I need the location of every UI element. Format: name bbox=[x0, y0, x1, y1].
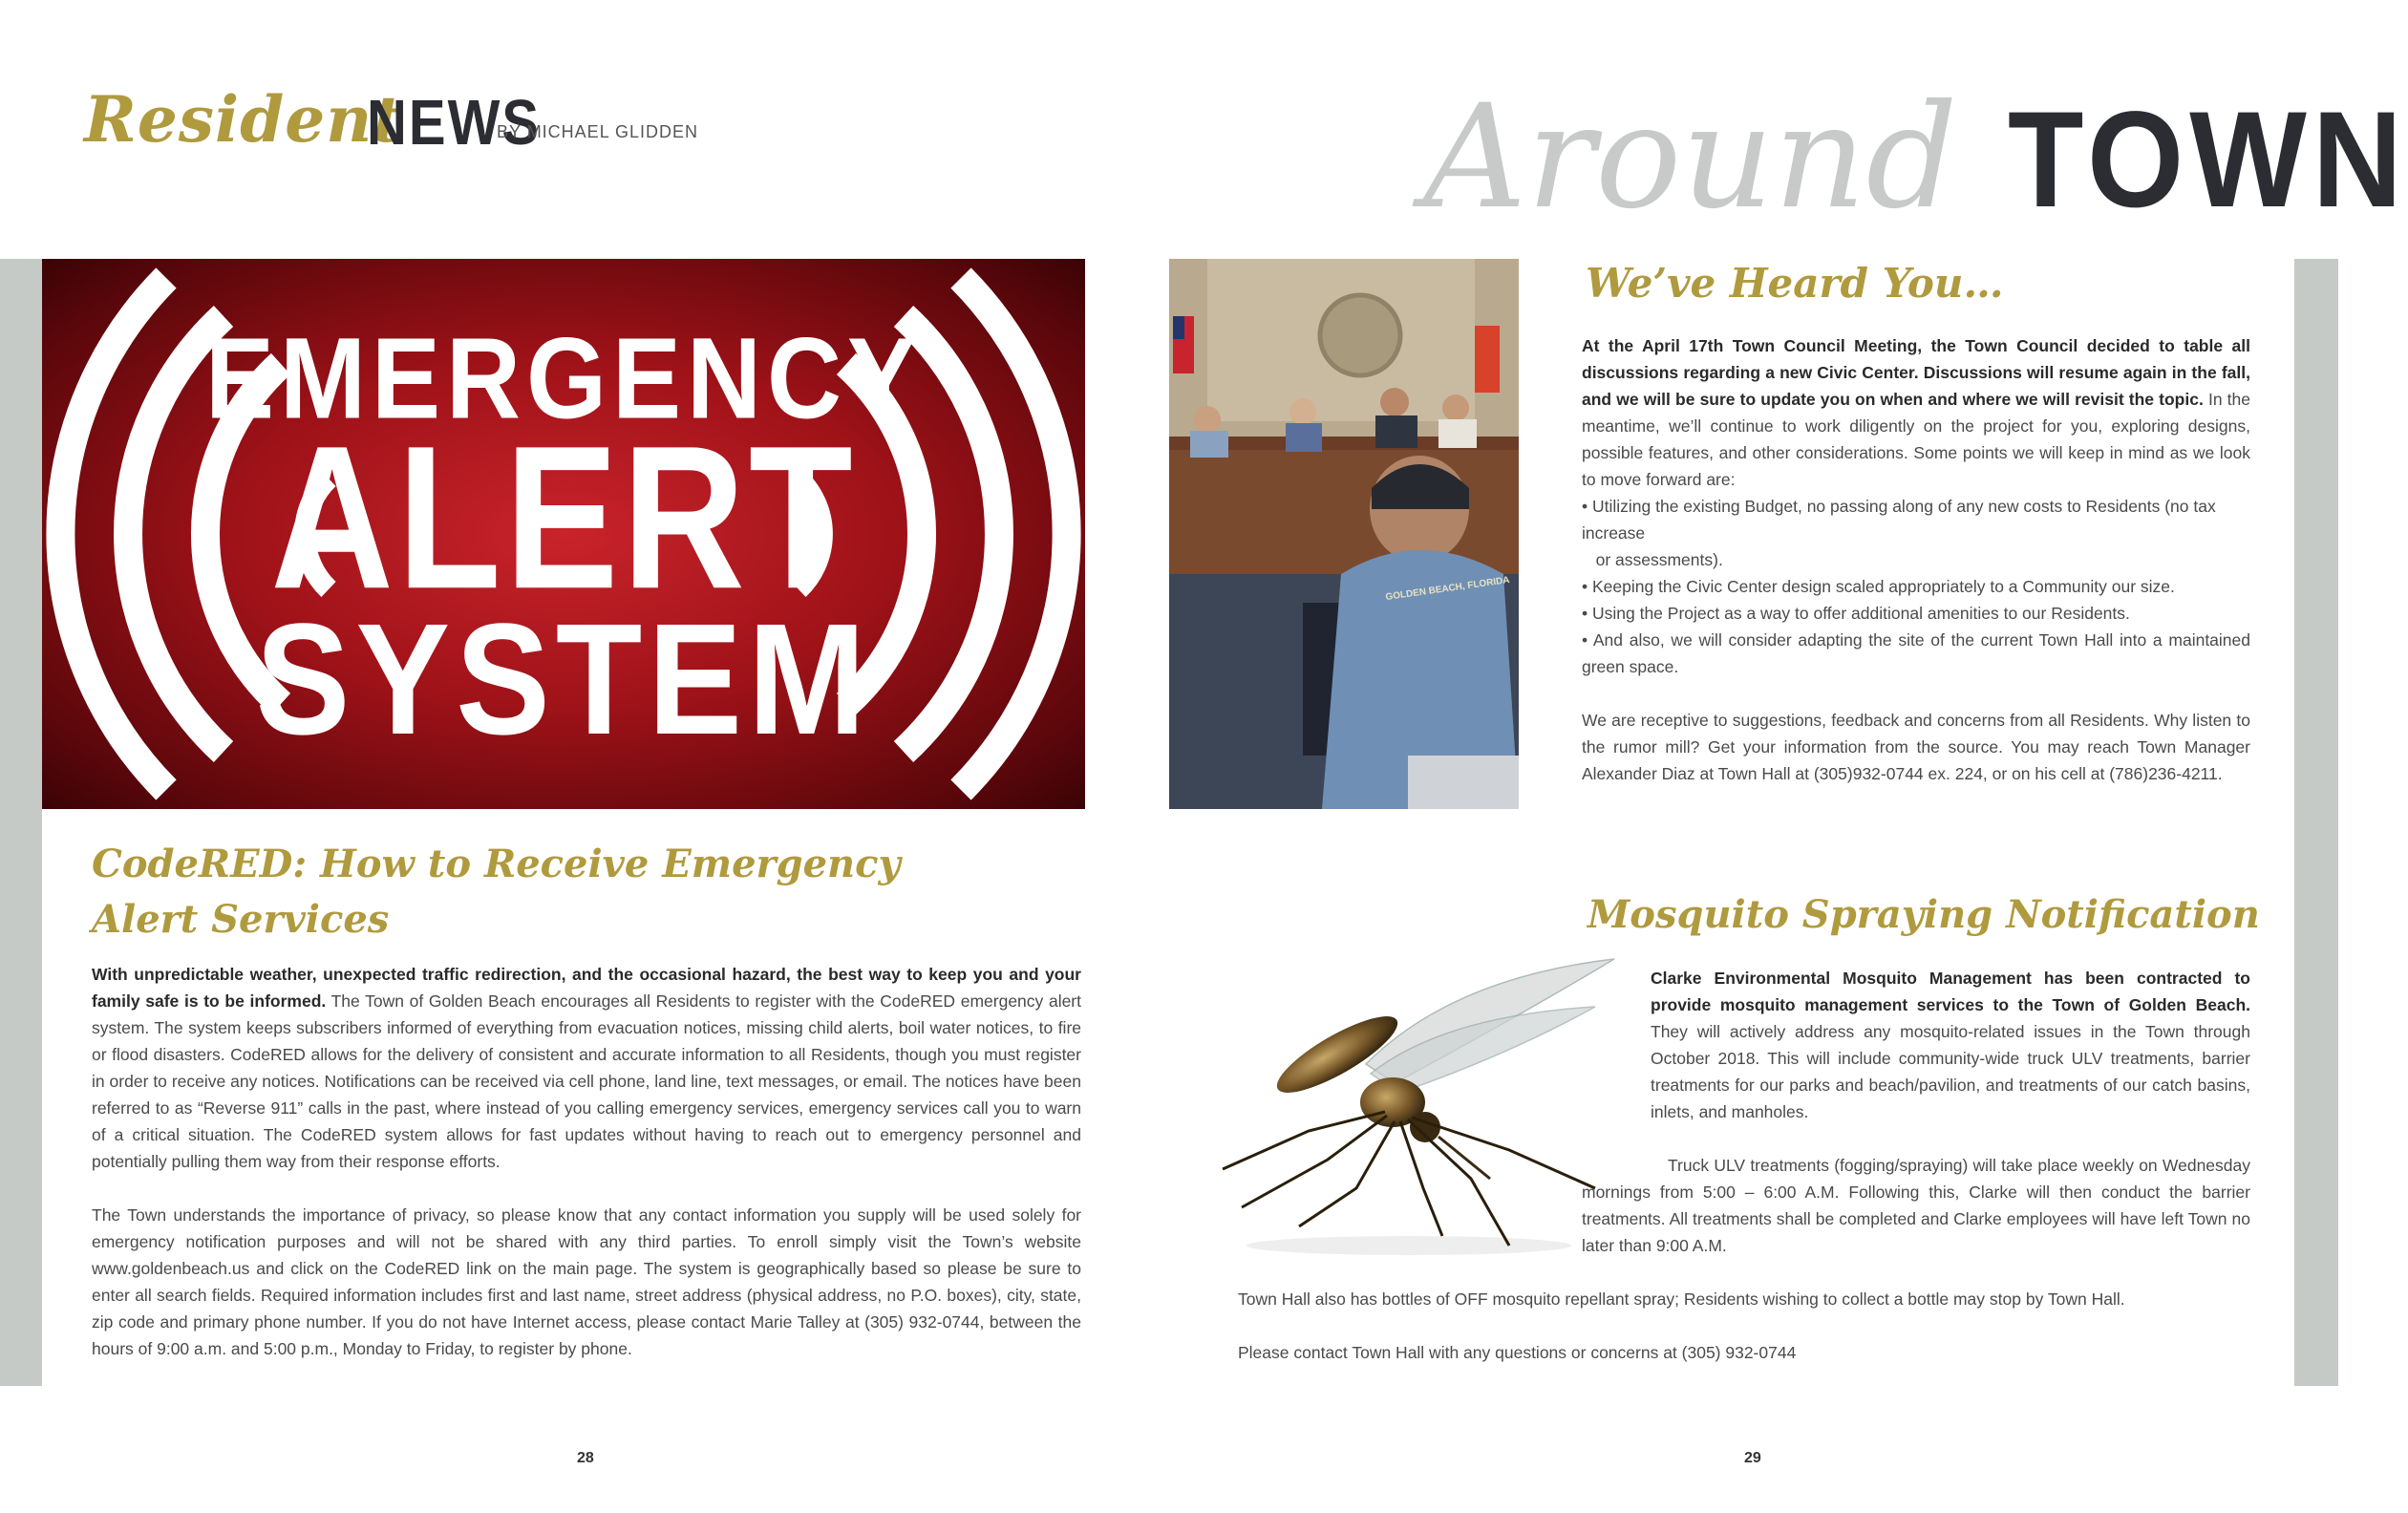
codered-title: CodeRED: How to Receive Emergency Alert Services bbox=[92, 842, 901, 942]
codered-para2: The Town understands the importance of privacy, so please know that any contact information you supply will be used solely for emergency notification purposes and will not be shared with any third parties. To enroll simply visit the Town’s website www.goldenbeach.us and click on the CodeRED link on the main page. The system is geographically based so please be sure to enter all search fields. Required information includes first and last name, street address (physical address, no P.O. boxes), city, state, zip code and primary phone number. If you do not have Internet access, please contact Marie Talley at (305) 932-0744, between the hours of 9:00 a.m. and 5:00 p.m., Monday to Friday, to register by phone. bbox=[92, 1205, 1081, 1358]
banner-line-alert: ALERT bbox=[270, 403, 857, 631]
heard-lead: At the April 17th Town Council Meeting, the Town Council decided to table all discussions regarding a new Civic Center. Discussions will resume again in the fall, and we will be sure to update you on when and where we will revisit the topic. bbox=[1582, 336, 2250, 409]
heard-bullet-4: • And also, we will consider adapting the site of the current Town Hall into a maintained green space. bbox=[1582, 630, 2250, 676]
header-around: Around bbox=[1423, 75, 1958, 241]
header-town: TOWN bbox=[2008, 82, 2408, 236]
emergency-alert-banner bbox=[42, 259, 1085, 809]
codered-para1: The Town of Golden Beach encourages all Residents to register with the CodeRED emergency alert system. The system keeps subscribers informed of everything from evacuation notices, missing child alerts, boil water notices, to fire or flood disasters. CodeRED allows for the delivery of consistent and accurate information to all Residents, though you must register in order to receive any notices. Notifications can be received via cell phone, land line, text messages, or email. The notices have been referred to as “Reverse 911” calls in the past, where instead of you calling emergency services, emergency services call you to warn of a critical situation. The CodeRED system allows for fast updates without having to reach out to emergency personnel and potentially pulling them way from their response efforts. bbox=[92, 991, 1082, 1171]
mosquito-lead: Clarke Environmental Mosquito Management has been contracted to provide mosquito management services to the Town of Golden Beach. bbox=[1651, 969, 2250, 1014]
heard-you-article bbox=[1582, 332, 2250, 787]
mosquito-para2: Truck ULV treatments (fogging/spraying) will take place weekly on Wednesday mornings from 5:00 – 6:00 A.M. Following this, Clarke will then conduct the barrier treatments. All treatments shall be completed and Clarke employees will have left Town no later than 9:00 A.M. bbox=[1582, 1156, 2250, 1255]
mosquito-para1: They will actively address any mosquito-related issues in the Town through October 2018. This will include community-wide truck ULV treatments, barrier treatments for our parks and beach/pavilion, and treatments of our catch basins, inlets, and manholes. bbox=[1651, 1022, 2250, 1121]
mosquito-para3: Town Hall also has bottles of OFF mosquito repellant spray; Residents wishing to collect a bottle may stop by Town Hall. bbox=[1238, 1289, 2125, 1309]
page-number-left: 28 bbox=[577, 1450, 594, 1466]
right-margin-bar bbox=[2294, 259, 2338, 1386]
shirt-print: GOLDEN BEACH, FLORIDA bbox=[1384, 574, 1511, 604]
codered-lead: With unpredictable weather, unexpected traffic redirection, and the occasional hazard, the best way to keep you and your family safe is to be informed. bbox=[92, 965, 1081, 1011]
header-resident: Resident bbox=[84, 82, 403, 157]
heard-bullet-1a: • Utilizing the existing Budget, no passing along of any new costs to Residents (no tax increase bbox=[1582, 497, 2216, 543]
mosquito-title: Mosquito Spraying Notification bbox=[1588, 892, 2260, 937]
banner-line-emergency: EMERGENCY bbox=[204, 312, 923, 443]
heard-bullet-2: • Keeping the Civic Center design scaled appropriately to a Community our size. bbox=[1582, 577, 2175, 596]
mosquito-image bbox=[1204, 940, 1614, 1255]
mosquito-article bbox=[1651, 965, 2250, 1125]
page-number-right: 29 bbox=[1744, 1450, 1761, 1466]
council-meeting-photo bbox=[1169, 259, 1519, 809]
codered-article bbox=[92, 961, 1081, 1362]
heard-bullet-1b: or assessments). bbox=[1582, 550, 1723, 569]
banner-line-system: SYSTEM bbox=[255, 591, 872, 768]
heard-para1: In the meantime, we’ll continue to work diligently on the project for you, exploring designs, possible features, and other considerations. Some points we will keep in mind as we look to move forward are: bbox=[1582, 390, 2250, 489]
left-margin-bar bbox=[0, 259, 42, 1386]
header-news: NEWS bbox=[367, 87, 541, 159]
heard-bullet-3: • Using the Project as a way to offer additional amenities to our Residents. bbox=[1582, 604, 2130, 623]
mosquito-para4: Please contact Town Hall with any questions or concerns at (305) 932-0744 bbox=[1238, 1343, 1797, 1362]
header-byline: BY MICHAEL GLIDDEN bbox=[497, 122, 699, 141]
heard-you-title: We’ve Heard You… bbox=[1586, 260, 2004, 307]
heard-para2: We are receptive to suggestions, feedback and concerns from all Residents. Why listen to the rumor mill? Get your information from the source. You may reach Town Manager Alexander Diaz at Town Hall at (305)932-0744 ex. 224, or on his cell at (786)236-4211. bbox=[1582, 711, 2250, 783]
